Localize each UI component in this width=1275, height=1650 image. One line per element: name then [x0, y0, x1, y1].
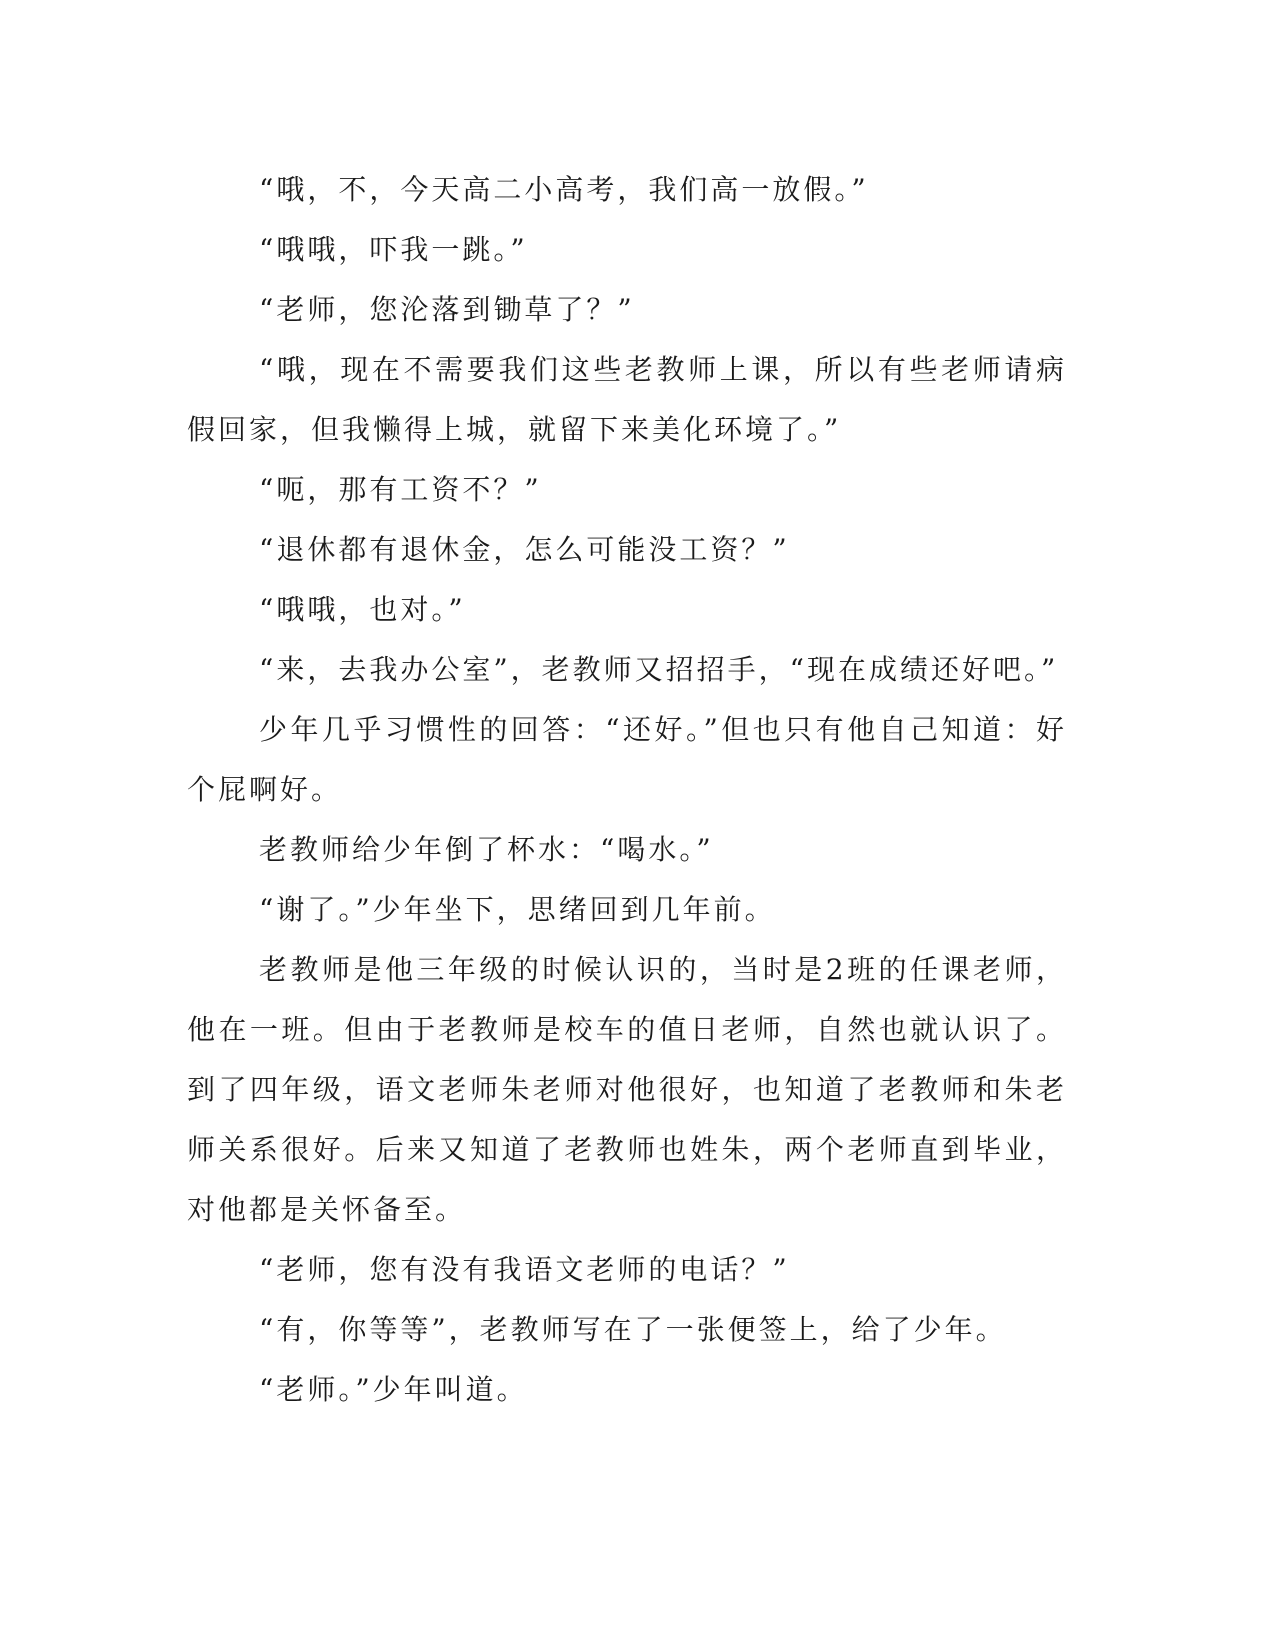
paragraph: “哦，不，今天高二小高考，我们高一放假。” [259, 173, 869, 206]
paragraph: 老教师是他三年级的时候认识的，当时是2班的任课老师，他在一班。但由于老教师是校车的值日老师，自然也就认识了。到了四年级，语文老师朱老师对他很好，也知道了老教师和朱老师关系很好。后来又知道了老教师也姓朱，两个老师直到毕业，对他都是关怀备至。 [187, 953, 1067, 1226]
paragraph: “谢了。”少年坐下，思绪回到几年前。 [259, 893, 776, 926]
paragraph: “老师，您有没有我语文老师的电话？” [259, 1253, 790, 1286]
paragraph: “来，去我办公室”，老教师又招招手，“现在成绩还好吧。” [259, 653, 1059, 686]
paragraph: 少年几乎习惯性的回答：“还好。”但也只有他自己知道：好个屁啊好。 [187, 713, 1067, 806]
paragraph: “老师。”少年叫道。 [259, 1373, 528, 1406]
paragraph: “老师，您沦落到锄草了？” [259, 293, 635, 326]
paragraph: “呃，那有工资不？” [259, 473, 542, 506]
paragraph: 老教师给少年倒了杯水：“喝水。” [259, 833, 714, 866]
paragraph: “有，你等等”，老教师写在了一张便签上，给了少年。 [259, 1313, 1007, 1346]
paragraph: “哦哦，吓我一跳。” [259, 233, 528, 266]
document-body [187, 160, 1067, 1420]
paragraph: “退休都有退休金，怎么可能没工资？” [259, 533, 790, 566]
paragraph: “哦哦，也对。” [259, 593, 466, 626]
paragraph: “哦，现在不需要我们这些老教师上课，所以有些老师请病假回家，但我懒得上城，就留下来美化环境了。” [187, 353, 1067, 446]
